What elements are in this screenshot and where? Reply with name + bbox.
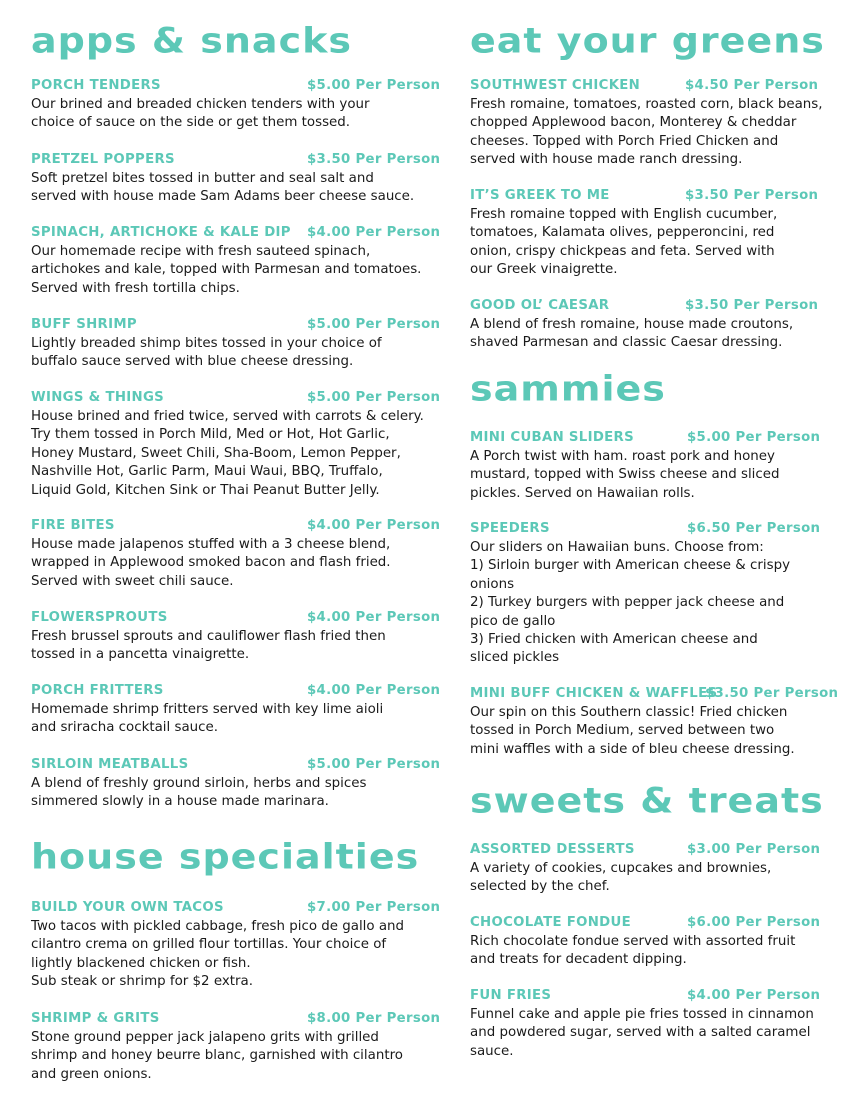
item-price: $6.00 Per Person [687, 915, 821, 930]
item-description: House brined and fried twice, served with carrots & celery. Try them tossed in Porch Mild, Med or Hot, Hot Garlic, Honey Mustard, Sweet Chili, Sha-Boom, Lemon Pepper, Nashville Hot, Garlic Parm, Maui Waui, BBQ, Truffalo, Liquid Gold, Kitchen Sink or Thai Peanut Butter Jelly. [31, 409, 424, 498]
section-apps-title-wrap [31, 22, 352, 62]
item-name: FIRE BITES [31, 518, 115, 533]
item-price: $3.00 Per Person [687, 842, 821, 857]
menu-item [470, 188, 842, 280]
section-house-title-wrap [31, 838, 419, 878]
item-name: CHOCOLATE FONDUE [470, 915, 631, 930]
item-price: $5.00 Per Person [687, 430, 821, 445]
item-price: $4.00 Per Person [307, 610, 441, 625]
menu-item [31, 900, 441, 992]
item-description: Rich chocolate fondue served with assorted fruit and treats for decadent dipping. [470, 934, 796, 968]
item-name: SHRIMP & GRITS [31, 1011, 160, 1026]
item-description: House made jalapenos stuffed with a 3 cheese blend, wrapped in Applewood smoked bacon and flash fried. Served with sweet chili sauce. [31, 537, 391, 589]
menu-item [31, 390, 441, 500]
item-name: FUN FRIES [470, 988, 552, 1003]
item-description: A blend of freshly ground sirloin, herbs and spices simmered slowly in a house made marinara. [31, 776, 367, 810]
section-sweets-title-wrap [470, 782, 824, 822]
section-title-greens: eat your greens [470, 20, 825, 61]
item-description: A Porch twist with ham. roast pork and honey mustard, topped with Swiss cheese and sliced pickles. Served on Hawaiian rolls. [470, 449, 780, 501]
item-price: $5.00 Per Person [307, 390, 441, 405]
section-sammies-title-wrap [470, 370, 666, 410]
menu-item [470, 298, 842, 353]
item-price: $3.50 Per Person [705, 686, 839, 701]
item-name: BUFF SHRIMP [31, 317, 137, 332]
menu-item [31, 757, 441, 812]
item-price: $4.00 Per Person [307, 683, 441, 698]
menu-item [31, 610, 441, 665]
item-description: Fresh brussel sprouts and cauliflower flash fried then tossed in a pancetta vinaigrette. [31, 629, 386, 663]
menu-item [470, 686, 842, 759]
menu-item [470, 430, 842, 503]
item-name: PORCH FRITTERS [31, 683, 164, 698]
menu-item [31, 225, 441, 298]
menu-item [470, 521, 842, 668]
item-name: SPINACH, ARTICHOKE & KALE DIP [31, 225, 291, 240]
item-price: $5.00 Per Person [307, 78, 441, 93]
item-description: Our brined and breaded chicken tenders with your choice of sauce on the side or get them tossed. [31, 97, 370, 131]
item-name: PRETZEL POPPERS [31, 152, 175, 167]
item-description: Lightly breaded shimp bites tossed in your choice of buffalo sauce served with blue cheese dressing. [31, 336, 382, 370]
item-name: GOOD OL’ CAESAR [470, 298, 610, 313]
item-name: SPEEDERS [470, 521, 550, 536]
item-price: $4.00 Per Person [307, 225, 441, 240]
item-price: $4.00 Per Person [687, 988, 821, 1003]
item-description: Stone ground pepper jack jalapeno grits with grilled shrimp and honey beurre blanc, garnished with cilantro and green onions. [31, 1030, 403, 1082]
menu-item [31, 683, 441, 738]
menu-item [470, 988, 842, 1061]
section-title-sammies: sammies [470, 368, 666, 409]
section-title-apps: apps & snacks [31, 20, 352, 61]
item-name: WINGS & THINGS [31, 390, 165, 405]
item-name: MINI CUBAN SLIDERS [470, 430, 634, 445]
item-price: $3.50 Per Person [685, 188, 819, 203]
item-name: SIRLOIN MEATBALLS [31, 757, 189, 772]
item-name: SOUTHWEST CHICKEN [470, 78, 641, 93]
item-description: Homemade shrimp fritters served with key lime aioli and sriracha cocktail sauce. [31, 702, 384, 736]
item-price: $3.50 Per Person [685, 298, 819, 313]
item-description: Fresh romaine topped with English cucumber, tomatoes, Kalamata olives, pepperoncini, red onion, crispy chickpeas and feta. Served with our Greek vinaigrette. [470, 207, 778, 278]
item-name: BUILD YOUR OWN TACOS [31, 900, 224, 915]
item-description: A variety of cookies, cupcakes and brownies, selected by the chef. [470, 861, 772, 895]
item-price: $8.00 Per Person [307, 1011, 441, 1026]
item-price: $5.00 Per Person [307, 757, 441, 772]
item-name: IT’S GREEK TO ME [470, 188, 610, 203]
item-price: $4.50 Per Person [685, 78, 819, 93]
item-description: Our homemade recipe with fresh sauteed spinach, artichokes and kale, topped with Parmesan and tomatoes. Served with fresh tortilla chips. [31, 244, 422, 296]
menu-item [470, 915, 842, 970]
menu-item [31, 1011, 441, 1084]
item-description: Funnel cake and apple pie fries tossed in cinnamon and powdered sugar, served with a salted caramel sauce. [470, 1007, 814, 1059]
item-description: Two tacos with pickled cabbage, fresh pico de gallo and cilantro crema on grilled flour tortillas. Your choice of lightly blackened chicken or fish. Sub steak or shrimp for $2 extra. [31, 919, 405, 990]
menu-item [31, 317, 441, 372]
menu-item [31, 78, 441, 133]
item-price: $5.00 Per Person [307, 317, 441, 332]
menu-item [470, 78, 842, 170]
item-description: A blend of fresh romaine, house made croutons, shaved Parmesan and classic Caesar dressing. [470, 317, 794, 351]
item-name: MINI BUFF CHICKEN & WAFFLES [470, 686, 718, 701]
section-title-house: house specialties [31, 836, 420, 877]
menu-item [470, 842, 842, 897]
section-greens-title-wrap [470, 22, 825, 62]
item-name: PORCH TENDERS [31, 78, 161, 93]
item-description: Fresh romaine, tomatoes, roasted corn, black beans, chopped Applewood bacon, Monterey & cheddar cheeses. Topped with Porch Fried Chicken and served with house made ranch dressing. [470, 97, 823, 168]
item-price: $3.50 Per Person [307, 152, 441, 167]
item-name: ASSORTED DESSERTS [470, 842, 635, 857]
item-description: Soft pretzel bites tossed in butter and seal salt and served with house made Sam Adams beer cheese sauce. [31, 171, 415, 205]
section-title-sweets: sweets & treats [470, 780, 824, 821]
item-price: $6.50 Per Person [687, 521, 821, 536]
item-price: $7.00 Per Person [307, 900, 441, 915]
menu-item [31, 518, 441, 591]
item-description: Our sliders on Hawaiian buns. Choose from: 1) Sirloin burger with American cheese & crispy onions 2) Turkey burgers with pepper jack cheese and pico de gallo 3) Fried chicken with American cheese and sliced pickles [470, 540, 790, 666]
item-description: Our spin on this Southern classic! Fried chicken tossed in Porch Medium, served between two mini waffles with a side of bleu cheese dressing. [470, 705, 795, 757]
item-name: FLOWERSPROUTS [31, 610, 168, 625]
item-price: $4.00 Per Person [307, 518, 441, 533]
menu-item [31, 152, 441, 207]
